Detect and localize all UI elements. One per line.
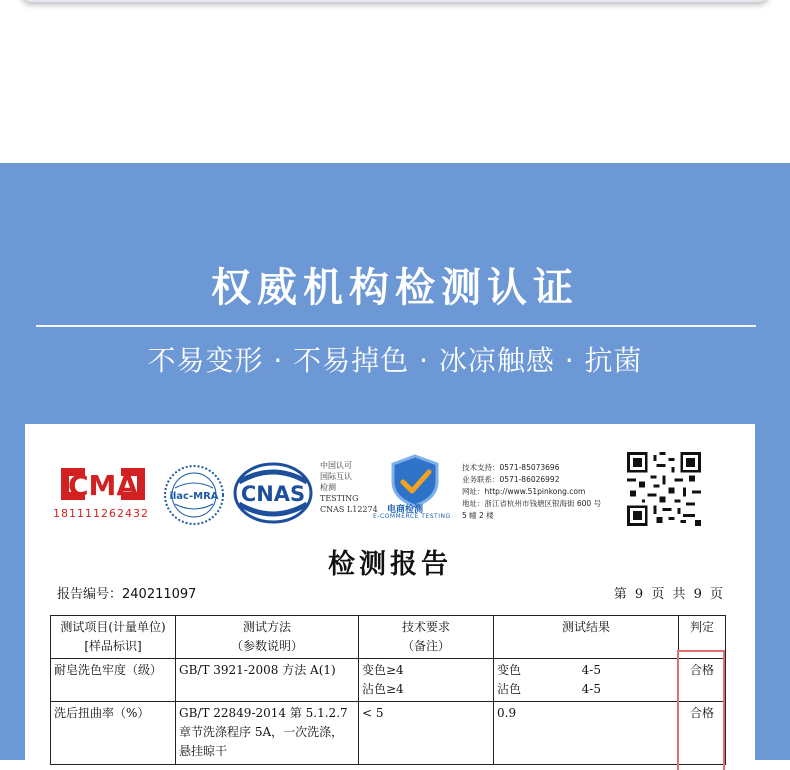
table-row [51, 659, 726, 702]
business-phone: 业务联系：0571-86026992 [462, 475, 560, 484]
feature-list: 不易变形 · 不易掉色 · 冰凉触感 · 抗菌 [147, 344, 643, 377]
ecommerce-label-en: E-COMMERCE TESTING [373, 513, 451, 520]
cnas-description: 中国认可 国际互认 检测 TESTING CNAS L12274 [320, 461, 378, 514]
header-method: 测试方法 （参数说明） [176, 616, 359, 659]
headline-divider [36, 325, 756, 327]
requirement-cell: 变色≥4 沾色≥4 [359, 659, 494, 702]
header-requirement: 技术要求 （备注） [359, 616, 494, 659]
page-number: 第 9 页 共 9 页 [613, 587, 723, 602]
results-table [50, 615, 726, 765]
ilac-mra-logo [163, 464, 225, 526]
method-cell: GB/T 3921-2008 方法 A(1) [176, 659, 359, 702]
header-verdict: 判定 [679, 616, 726, 659]
result-cell: 变色 4-5 沾色 4-5 [494, 659, 679, 702]
section-headline: 权威机构检测认证 [211, 265, 579, 311]
contact-info [462, 462, 601, 522]
svg-text:ilac-MRA: ilac-MRA [169, 491, 219, 502]
address: 地址：浙江省杭州市钱塘区银海街 600 号 [462, 499, 602, 508]
table-row [51, 702, 726, 765]
test-report-document [25, 424, 755, 760]
ecommerce-label-cn: 电商检测 [387, 505, 424, 515]
header-result: 测试结果 [494, 616, 679, 659]
verdict-highlight-box [677, 650, 725, 770]
result-cell: 0.9 [494, 702, 679, 765]
svg-text:CNAS: CNAS [240, 482, 306, 506]
svg-text:CMA: CMA [67, 469, 139, 502]
cma-number: 181111262432 [53, 507, 149, 520]
cma-logo [55, 462, 151, 506]
report-number: 报告编号：240211097 [57, 587, 197, 602]
requirement-cell: < 5 [359, 702, 494, 765]
website-link[interactable]: 网址：http://www.51pinkong.com [462, 487, 586, 496]
top-strip [0, 0, 790, 163]
report-title: 检测报告 [328, 549, 452, 580]
address-line-2: 5 幢 2 楼 [462, 511, 494, 520]
verdict-cell: 合格 [679, 702, 726, 765]
table-header-row [51, 616, 726, 659]
item-cell: 耐皂洗色牢度（级） [51, 659, 176, 702]
qr-code[interactable] [627, 452, 701, 526]
method-cell: GB/T 22849-2014 第 5.1.2.7 章节洗涤程序 5A，一次洗涤， 悬挂晾干 [176, 702, 359, 765]
support-phone: 技术支持：0571-85073696 [462, 463, 560, 472]
item-cell: 洗后扭曲率（%） [51, 702, 176, 765]
header-item: 测试项目(计量单位) [样品标识] [51, 616, 176, 659]
previous-card-edge [20, 0, 770, 2]
verdict-cell: 合格 [679, 659, 726, 702]
cnas-logo [233, 462, 313, 524]
